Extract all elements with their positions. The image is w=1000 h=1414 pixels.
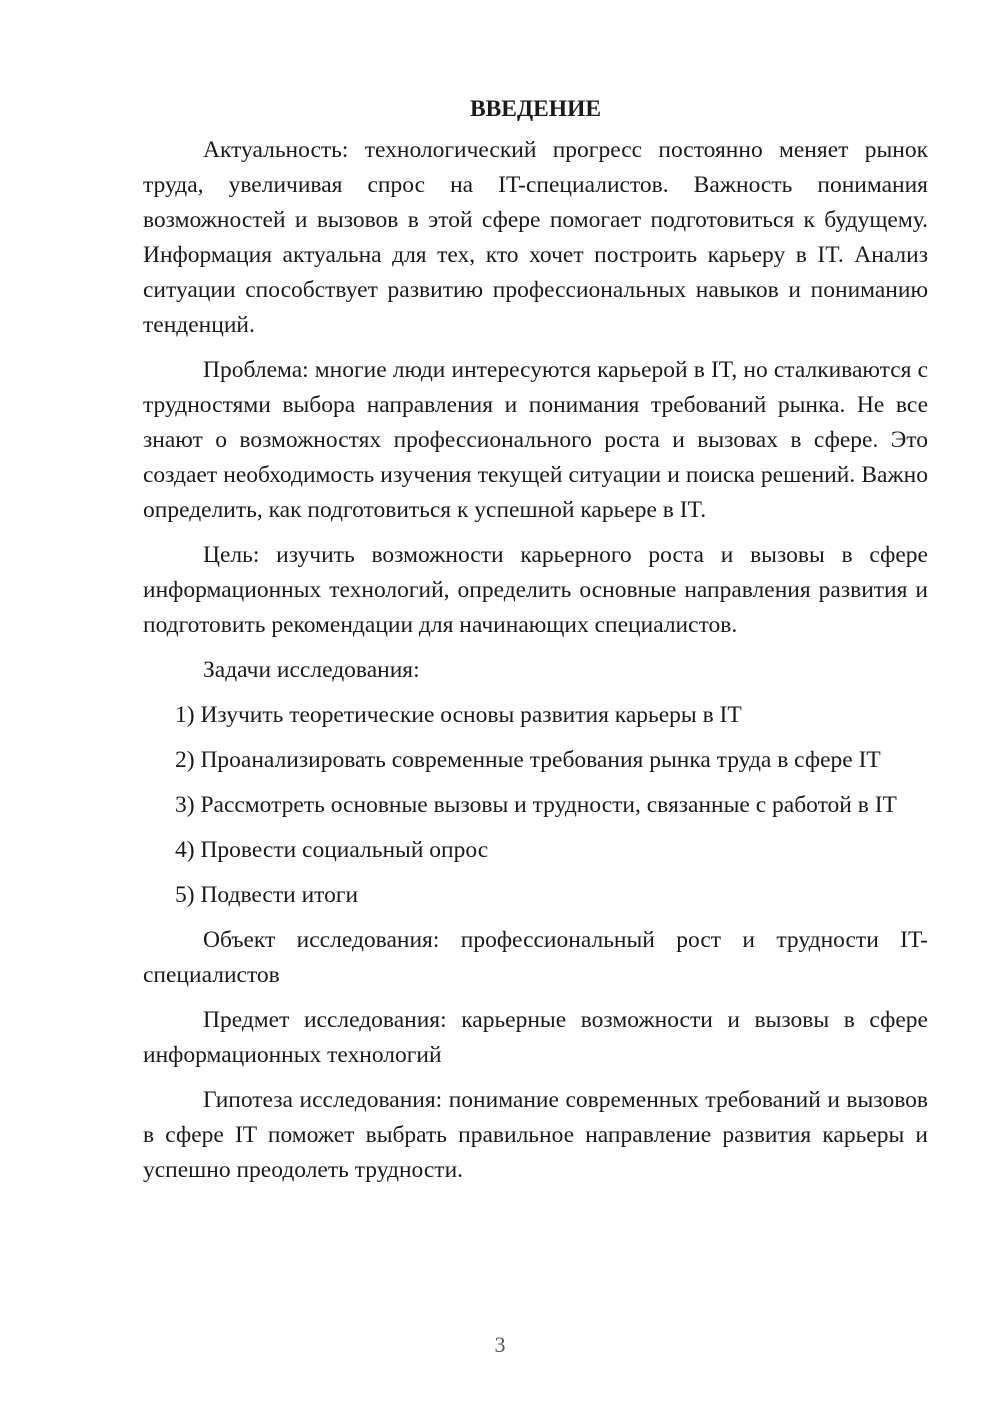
task-item: 2) Проанализировать современные требования рынка труда в сфере IT xyxy=(175,747,881,773)
page-number: 3 xyxy=(494,1332,506,1357)
task-item: 1) Изучить теоретические основы развития карьеры в IT xyxy=(175,702,742,728)
task-item: 5) Подвести итоги xyxy=(175,882,359,908)
paragraph-goal: Цель: изучить возможности карьерного роста и вызовы в сфере информационных технологий, определить основные направления развития и подготовить рекомендации для начинающих специалистов. xyxy=(143,542,928,638)
task-item: 4) Провести социальный опрос xyxy=(175,837,489,863)
task-item: 3) Рассмотреть основные вызовы и трудности, связанные с работой в IT xyxy=(175,792,897,818)
tasks-title: Задачи исследования: xyxy=(203,657,420,683)
paragraph-object: Объект исследования: профессиональный рост и трудности IT-специалистов xyxy=(143,927,928,988)
page-title: ВВЕДЕНИЕ xyxy=(469,96,602,122)
paragraph-relevance: Актуальность: технологический прогресс постоянно меняет рынок труда, увеличивая спрос на IT-специалистов. Важность понимания возможностей и вызовов в этой сфере помогает подготовиться к будущему. Информация актуальна для тех, кто хочет построить карьеру в IT. Анализ ситуации способствует развитию профессиональных навыков и пониманию тенденций. xyxy=(143,137,928,338)
paragraph-problem: Проблема: многие люди интересуются карьерой в IT, но сталкиваются с трудностями выбора направления и понимания требований рынка. Не все знают о возможностях профессионального роста и вызовах в сфере. Это создает необходимость изучения текущей ситуации и поиска решений. Важно определить, как подготовиться к успешной карьере в IT. xyxy=(143,357,928,523)
paragraph-hypothesis: Гипотеза исследования: понимание современных требований и вызовов в сфере IT поможет выбрать правильное направление развития карьеры и успешно преодолеть трудности. xyxy=(143,1087,928,1183)
paragraph-subject: Предмет исследования: карьерные возможности и вызовы в сфере информационных технологий xyxy=(143,1007,928,1068)
document-page xyxy=(143,92,928,1198)
